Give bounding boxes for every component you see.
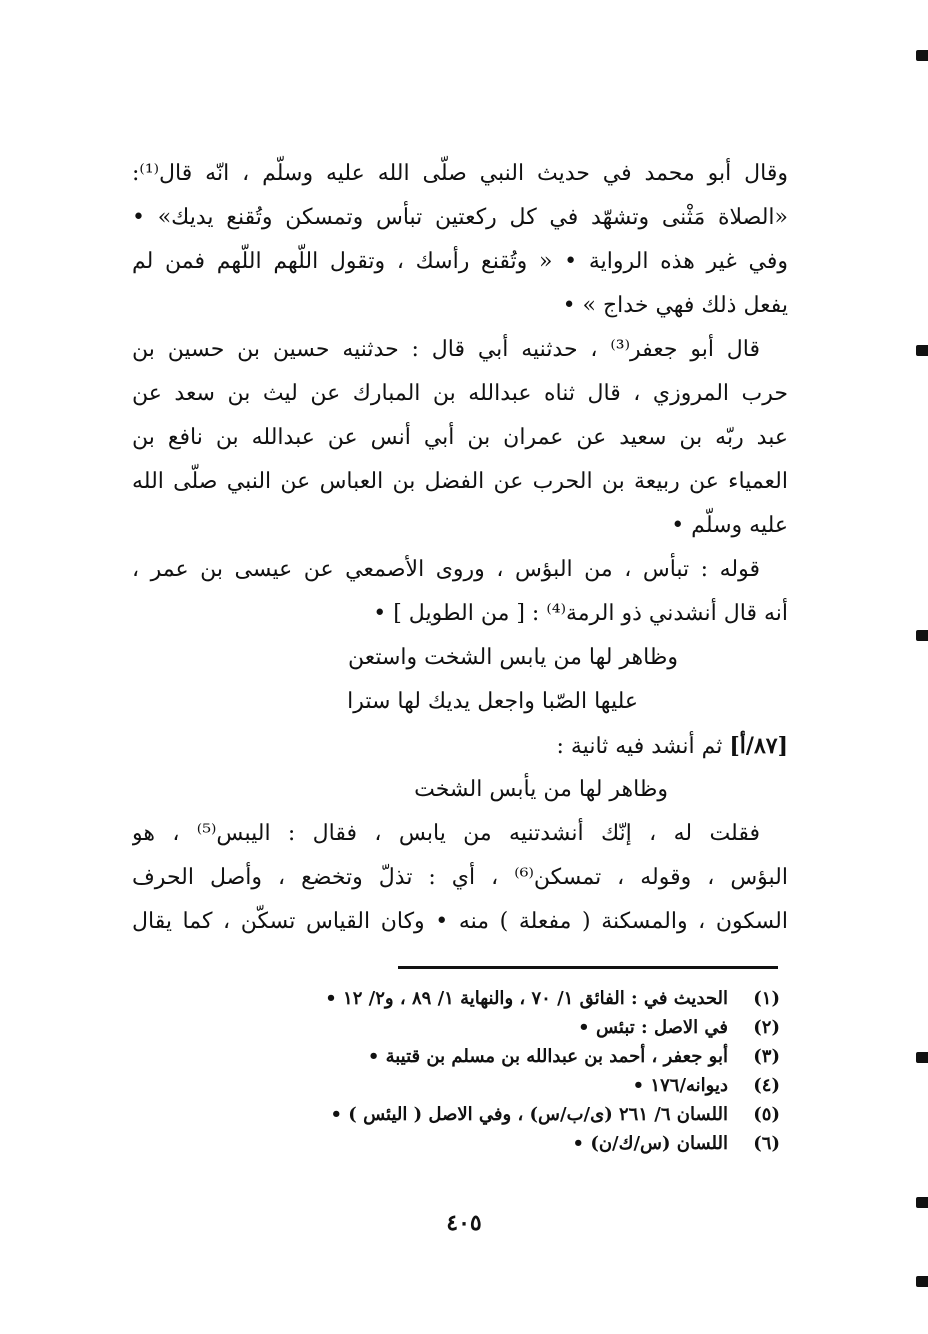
footnote-text: اللسان (س/ك/ن) • bbox=[572, 1133, 728, 1154]
footnote-number: (٤) bbox=[753, 1075, 780, 1096]
text-line: العمياء عن ربيعة بن الحرب عن الفضل بن العباس عن النبي صلّى الله bbox=[132, 469, 788, 494]
footnote-text: الحديث في : الفائق ١/ ٧٠ ، والنهاية ١/ ٨٩ ، و٢/ ١٢ • bbox=[325, 988, 728, 1009]
footnote bbox=[220, 1042, 780, 1071]
footnote-text: أبو جعفر ، أحمد بن عبدالله بن مسلم بن قتيبة • bbox=[367, 1046, 728, 1067]
footnote bbox=[220, 1129, 780, 1158]
footnote bbox=[220, 1013, 780, 1042]
footnote-text: اللسان ٦/ ٢٦١ (ى/ب/س) ، وفي الاصل ( اليئس ) • bbox=[330, 1104, 728, 1125]
footnote-number: (١) bbox=[753, 988, 780, 1009]
text-line: البؤس ، وقوله ، تمسكن⁽⁶⁾ ، أي : تذلّ وتخضع ، وأصل الحرف bbox=[132, 865, 788, 890]
text-line: «الصلاة مَثْنى وتشهّد في كل ركعتين تبأس وتمسكن وتُقنع يديك» • bbox=[132, 205, 788, 230]
text-line: وفي غير هذه الرواية • « وتُقنع رأسك ، وتقول اللّهم اللّهم فمن لم bbox=[132, 249, 788, 274]
footnote-divider bbox=[398, 966, 778, 969]
footnote-text: في الاصل : تبئس • bbox=[578, 1017, 728, 1038]
text-line: يفعل ذلك فهي خداج » • bbox=[562, 293, 788, 318]
footnote-number: (٦) bbox=[753, 1133, 780, 1154]
footnote-text: ديوانه/١٧٦ • bbox=[632, 1075, 728, 1096]
text-line: فقلت له ، إنّك أنشدتنيه من يابس ، فقال : اليبس⁽⁵⁾ ، هو bbox=[132, 821, 760, 846]
footnote bbox=[220, 1071, 780, 1100]
scan-edge-mark bbox=[916, 50, 928, 61]
folio-text: ثم أنشد فيه ثانية : bbox=[556, 734, 730, 759]
footnote bbox=[220, 984, 780, 1013]
text-line: عبد ربّه بن سعيد عن عمران بن أبي أنس عن عبدالله بن نافع بن bbox=[132, 425, 788, 450]
footnote-number: (٣) bbox=[753, 1046, 780, 1067]
verse-line: وظاهر لها من يأبس الشخت bbox=[414, 777, 668, 802]
footnote-number: (٥) bbox=[753, 1104, 780, 1125]
footnote bbox=[220, 1100, 780, 1129]
scan-edge-mark bbox=[916, 1276, 928, 1287]
scan-edge-mark bbox=[916, 630, 928, 641]
page-number: ٤٠٥ bbox=[446, 1210, 482, 1236]
text-line: حرب المروزي ، قال ثناه عبدالله بن المبارك عن ليث بن سعد عن bbox=[132, 381, 788, 406]
text-line: قال أبو جعفر⁽³⁾ ، حدثنيه أبي قال : حدثنيه حسين بن حسين بن bbox=[132, 337, 760, 362]
main-text bbox=[132, 152, 788, 944]
scan-edge-mark bbox=[916, 1052, 928, 1063]
verse-line: وظاهر لها من يابس الشخت واستعن bbox=[347, 645, 678, 670]
text-line: قوله : تبأس ، من البؤس ، وروى الأصمعي عن عيسى بن عمر ، bbox=[132, 557, 760, 582]
text-line: السكون ، والمسكنة ( مفعلة ) منه • وكان القياس تسكّن ، كما يقال bbox=[132, 909, 788, 934]
footnotes bbox=[220, 984, 780, 1158]
folio-ref: [٨٧/أ] bbox=[729, 733, 788, 759]
scan-edge-mark bbox=[916, 1197, 928, 1208]
text-line: وقال أبو محمد في حديث النبي صلّى الله عليه وسلّم ، انّه قال⁽¹⁾: bbox=[132, 161, 788, 186]
scan-edge-mark bbox=[916, 345, 928, 356]
footnote-number: (٢) bbox=[753, 1017, 780, 1038]
text-line: أنه قال أنشدني ذو الرمة⁽⁴⁾ : [ من الطويل ] • bbox=[373, 601, 788, 626]
folio-line bbox=[132, 724, 788, 768]
verse-line: عليها الصّبا واجعل يديك لها سترا bbox=[347, 689, 638, 714]
text-line: عليه وسلّم • bbox=[671, 513, 788, 538]
